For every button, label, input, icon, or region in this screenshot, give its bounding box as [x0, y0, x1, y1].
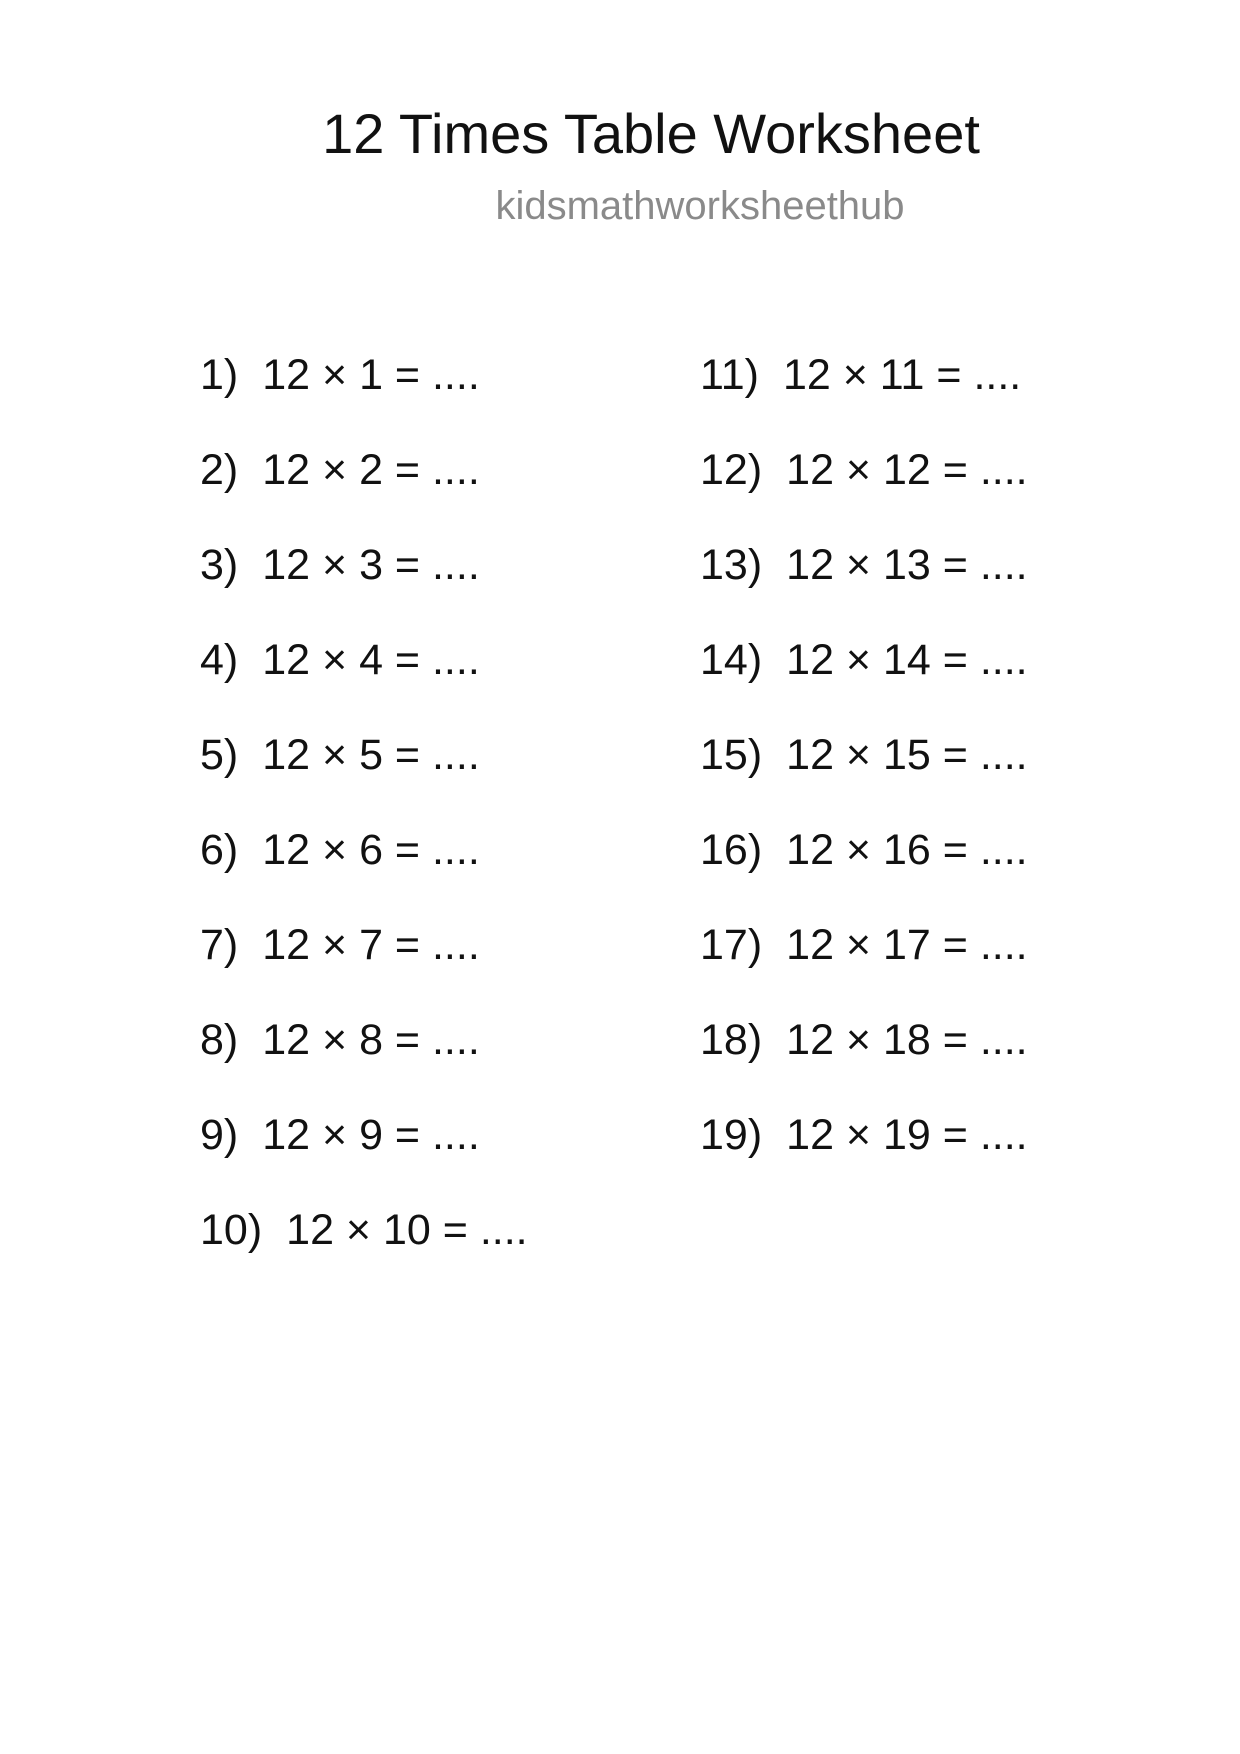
problem-number: 14) [700, 636, 763, 684]
problem-number: 2) [200, 446, 239, 494]
problem-item [200, 725, 528, 820]
problem-expression: 12 × 18 = .... [786, 1016, 1028, 1064]
problem-expression: 12 × 15 = .... [786, 731, 1028, 779]
problem-expression: 12 × 4 = .... [262, 636, 480, 684]
problem-expression: 12 × 12 = .... [786, 446, 1028, 494]
problem-expression: 12 × 2 = .... [262, 446, 480, 494]
problem-expression: 12 × 13 = .... [786, 541, 1028, 589]
problem-item [200, 630, 528, 725]
problem-item [200, 1105, 528, 1200]
problem-number: 1) [200, 351, 239, 399]
problem-expression: 12 × 7 = .... [262, 921, 480, 969]
problem-item [200, 535, 528, 630]
problem-item [200, 915, 528, 1010]
problem-item [200, 1010, 528, 1105]
problem-column-left [200, 345, 528, 1295]
problem-item [200, 440, 528, 535]
problem-expression: 12 × 10 = .... [286, 1206, 528, 1254]
problem-number: 4) [200, 636, 239, 684]
problem-expression: 12 × 19 = .... [786, 1111, 1028, 1159]
problem-column-right [700, 345, 1028, 1200]
problem-number: 8) [200, 1016, 239, 1064]
problem-item [700, 1105, 1028, 1200]
problem-number: 5) [200, 731, 239, 779]
problem-expression: 12 × 17 = .... [786, 921, 1028, 969]
problem-number: 7) [200, 921, 239, 969]
problem-number: 16) [700, 826, 763, 874]
problem-item [700, 1010, 1028, 1105]
problem-item [700, 440, 1028, 535]
problem-number: 18) [700, 1016, 763, 1064]
worksheet-title: 12 Times Table Worksheet [322, 102, 980, 165]
problem-expression: 12 × 9 = .... [262, 1111, 480, 1159]
problem-item [200, 1200, 528, 1295]
problem-expression: 12 × 11 = .... [782, 351, 1022, 399]
problem-item [700, 535, 1028, 630]
problem-number: 13) [700, 541, 763, 589]
problem-item [200, 345, 528, 440]
problem-item [700, 725, 1028, 820]
problem-number: 12) [700, 446, 763, 494]
problem-expression: 12 × 3 = .... [262, 541, 480, 589]
problem-item [700, 820, 1028, 915]
problem-item [700, 630, 1028, 725]
problem-expression: 12 × 16 = .... [786, 826, 1028, 874]
problem-number: 3) [200, 541, 239, 589]
problem-expression: 12 × 14 = .... [786, 636, 1028, 684]
problem-item [200, 820, 528, 915]
problem-number: 6) [200, 826, 239, 874]
problem-item [700, 915, 1028, 1010]
problem-number: 19) [700, 1111, 763, 1159]
problem-number: 11) [700, 351, 759, 399]
problem-number: 17) [700, 921, 763, 969]
problem-number: 9) [200, 1111, 239, 1159]
problem-number: 10) [200, 1206, 263, 1254]
problem-expression: 12 × 5 = .... [262, 731, 480, 779]
source-watermark: kidsmathworksheethub [495, 184, 905, 228]
problem-number: 15) [700, 731, 763, 779]
problem-expression: 12 × 8 = .... [262, 1016, 480, 1064]
problem-item [700, 345, 1028, 440]
problem-expression: 12 × 6 = .... [262, 826, 480, 874]
problem-expression: 12 × 1 = .... [262, 351, 480, 399]
